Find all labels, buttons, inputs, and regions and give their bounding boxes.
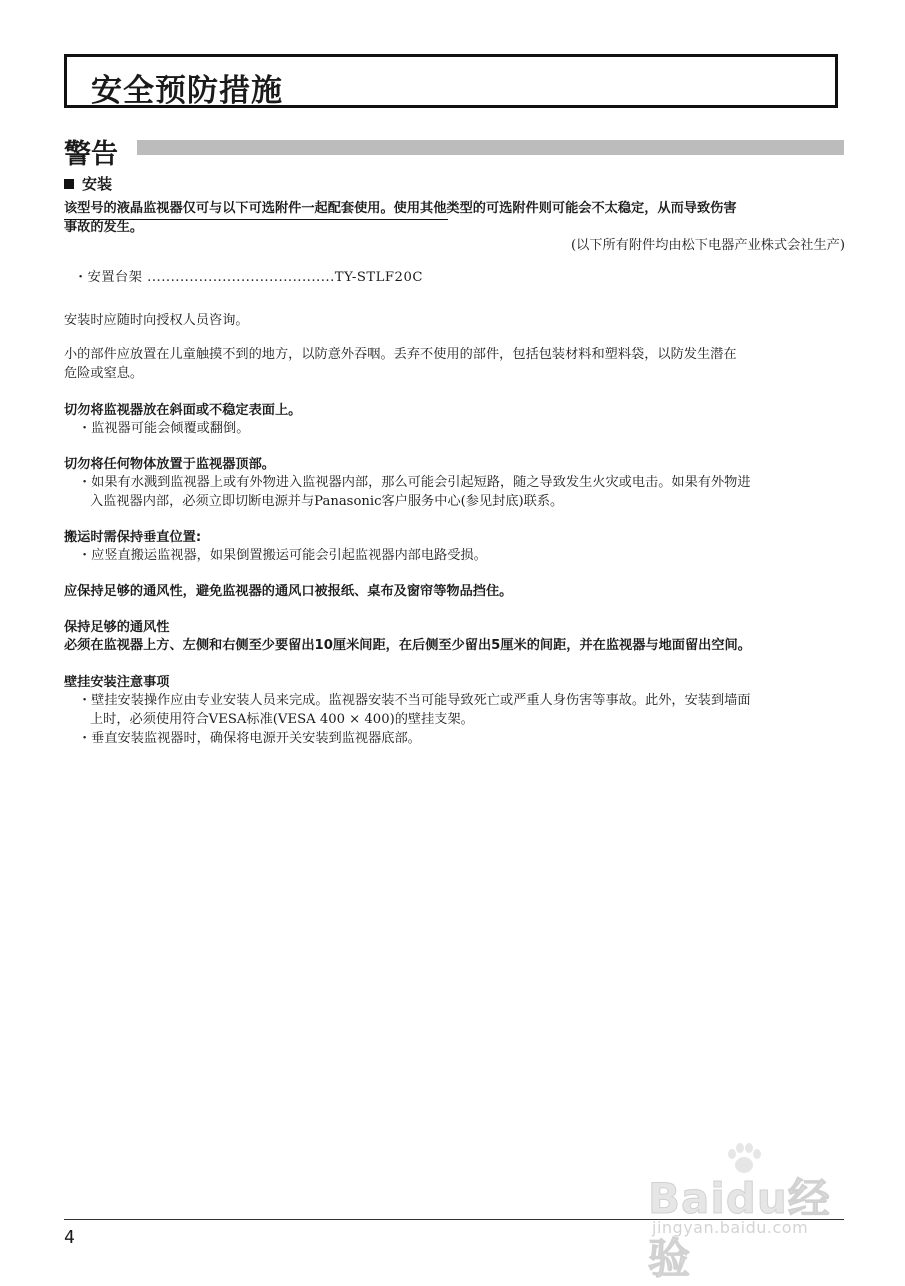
small-parts-line-2: 危险或窒息。 (64, 366, 144, 381)
watermark (648, 1140, 848, 1283)
consult-text: 安装时应随时向授权人员咨询。 (64, 313, 249, 328)
transport-item: ・应竖直搬运监视器，如果倒置搬运可能会引起监视器内部电路受损。 (78, 548, 487, 563)
objects-item (64, 473, 859, 511)
intro-paragraph (64, 199, 845, 237)
intro-line-2: 事故的发生。 (64, 220, 144, 235)
intro-line-1: 该型号的液晶监视器仅可与以下可选附件一起配套使用。使用其他类型的可选附件则可能会不太稳定，从而导致伤害 (64, 201, 737, 216)
wall-mount-item-1-line-1: ・壁挂安装操作应由专业安装人员来完成。监视器安装不当可能导致死亡或严重人身伤害等事故。此外，安装到墙面 (78, 693, 751, 708)
warning-heading: 警告 (64, 139, 118, 170)
objects-heading: 切勿将任何物体放置于监视器顶部。 (64, 457, 275, 472)
page-title: 安全预防措施 (91, 73, 283, 109)
ventilation-heading: 保持足够的通风性 (64, 620, 170, 635)
page-number: 4 (64, 1227, 75, 1248)
ventilation-block-text: 应保持足够的通风性，避免监视器的通风口被报纸、桌布及窗帘等物品挡住。 (64, 584, 513, 599)
accessory-item: ・安置台架 ........................................TY-STLF20C (74, 270, 423, 285)
square-bullet-icon (64, 179, 74, 189)
slope-item: ・监视器可能会倾覆或翻倒。 (78, 421, 250, 436)
intro-underline (64, 219, 448, 220)
watermark-url: jingyan.baidu.com (652, 1218, 809, 1237)
wall-mount-item-2: ・垂直安装监视器时，确保将电源开关安装到监视器底部。 (78, 731, 421, 746)
watermark-logo: Baidu经验 (648, 1174, 831, 1283)
transport-heading: 搬运时需保持垂直位置: (64, 530, 202, 545)
small-parts-line-1: 小的部件应放置在儿童触摸不到的地方，以防意外吞咽。丢弃不使用的部件，包括包装材料和塑料袋，以防发生潜在 (64, 347, 737, 362)
install-heading (64, 173, 112, 194)
ventilation-text: 必须在监视器上方、左侧和右侧至少要留出10厘米间距，在后侧至少留出5厘米的间距，并在监视器与地面留出空间。 (64, 638, 751, 653)
manufacturer-note: (以下所有附件均由松下电器产业株式会社生产) (570, 238, 845, 253)
objects-item-line-1: ・如果有水溅到监视器上或有外物进入监视器内部，那么可能会引起短路，随之导致发生火灾或电击。如果有外物进 (78, 475, 751, 490)
install-heading-label: 安装 (82, 175, 113, 193)
wall-mount-heading: 壁挂安装注意事项 (64, 675, 170, 690)
slope-heading: 切勿将监视器放在斜面或不稳定表面上。 (64, 403, 302, 418)
wall-mount-item-1 (64, 691, 859, 729)
title-box (64, 54, 838, 108)
wall-mount-item-1-line-2: 上时，必须使用符合VESA标准(VESA 400 × 400)的壁挂支架。 (90, 712, 474, 727)
small-parts-paragraph (64, 345, 845, 383)
warning-bar (137, 140, 844, 155)
objects-item-line-2: 入监视器内部，必须立即切断电源并与Panasonic客户服务中心(参见封底)联系。 (90, 494, 564, 509)
